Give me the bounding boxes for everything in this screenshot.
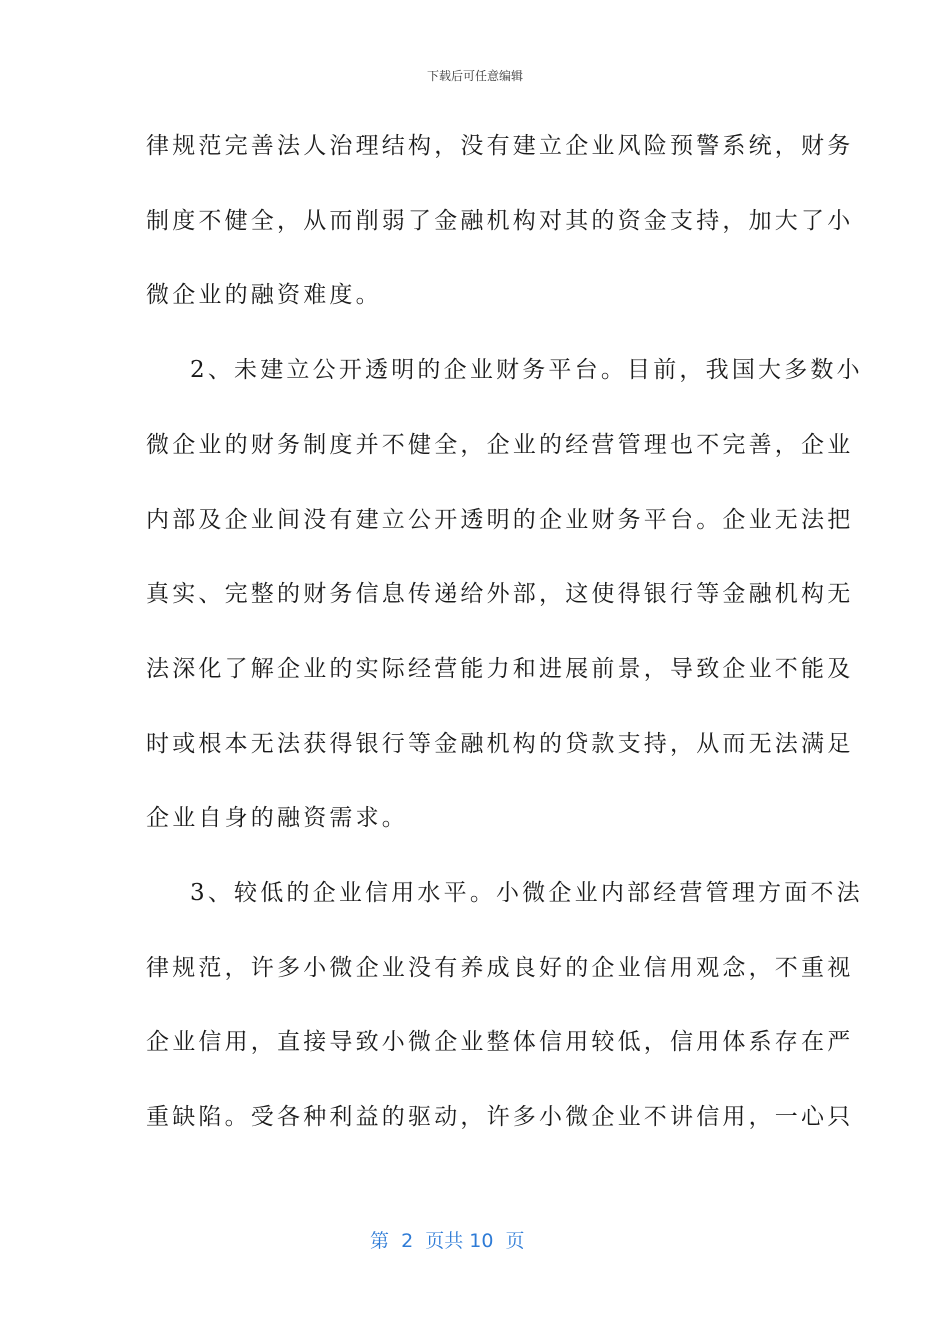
body-line: 律规范完善法人治理结构，没有建立企业风险预警系统，财务 bbox=[146, 133, 854, 159]
body-line: 3、较低的企业信用水平。小微企业内部经营管理方面不法 bbox=[190, 880, 863, 906]
body-line: 真实、完整的财务信息传递给外部，这使得银行等金融机构无 bbox=[146, 581, 854, 607]
body-line: 时或根本无法获得银行等金融机构的贷款支持，从而无法满足 bbox=[146, 731, 854, 757]
page-header: 下载后可任意编辑 bbox=[426, 69, 523, 83]
body-line: 重缺陷。受各种利益的驱动，许多小微企业不讲信用，一心只 bbox=[146, 1104, 854, 1130]
body-line: 企业自身的融资需求。 bbox=[146, 805, 408, 831]
body-line: 内部及企业间没有建立公开透明的企业财务平台。企业无法把 bbox=[146, 507, 854, 533]
body-line: 微企业的融资难度。 bbox=[146, 282, 382, 308]
page-number: 第 2 页共 10 页 bbox=[370, 1230, 525, 1252]
body-line: 法深化了解企业的实际经营能力和进展前景，导致企业不能及 bbox=[146, 656, 854, 682]
body-line: 制度不健全，从而削弱了金融机构对其的资金支持，加大了小 bbox=[146, 208, 854, 234]
body-line: 企业信用，直接导致小微企业整体信用较低，信用体系存在严 bbox=[146, 1029, 854, 1055]
body-line: 律规范，许多小微企业没有养成良好的企业信用观念，不重视 bbox=[146, 955, 854, 981]
body-line: 微企业的财务制度并不健全，企业的经营管理也不完善，企业 bbox=[146, 432, 854, 458]
body-line: 2、未建立公开透明的企业财务平台。目前，我国大多数小 bbox=[190, 357, 863, 383]
